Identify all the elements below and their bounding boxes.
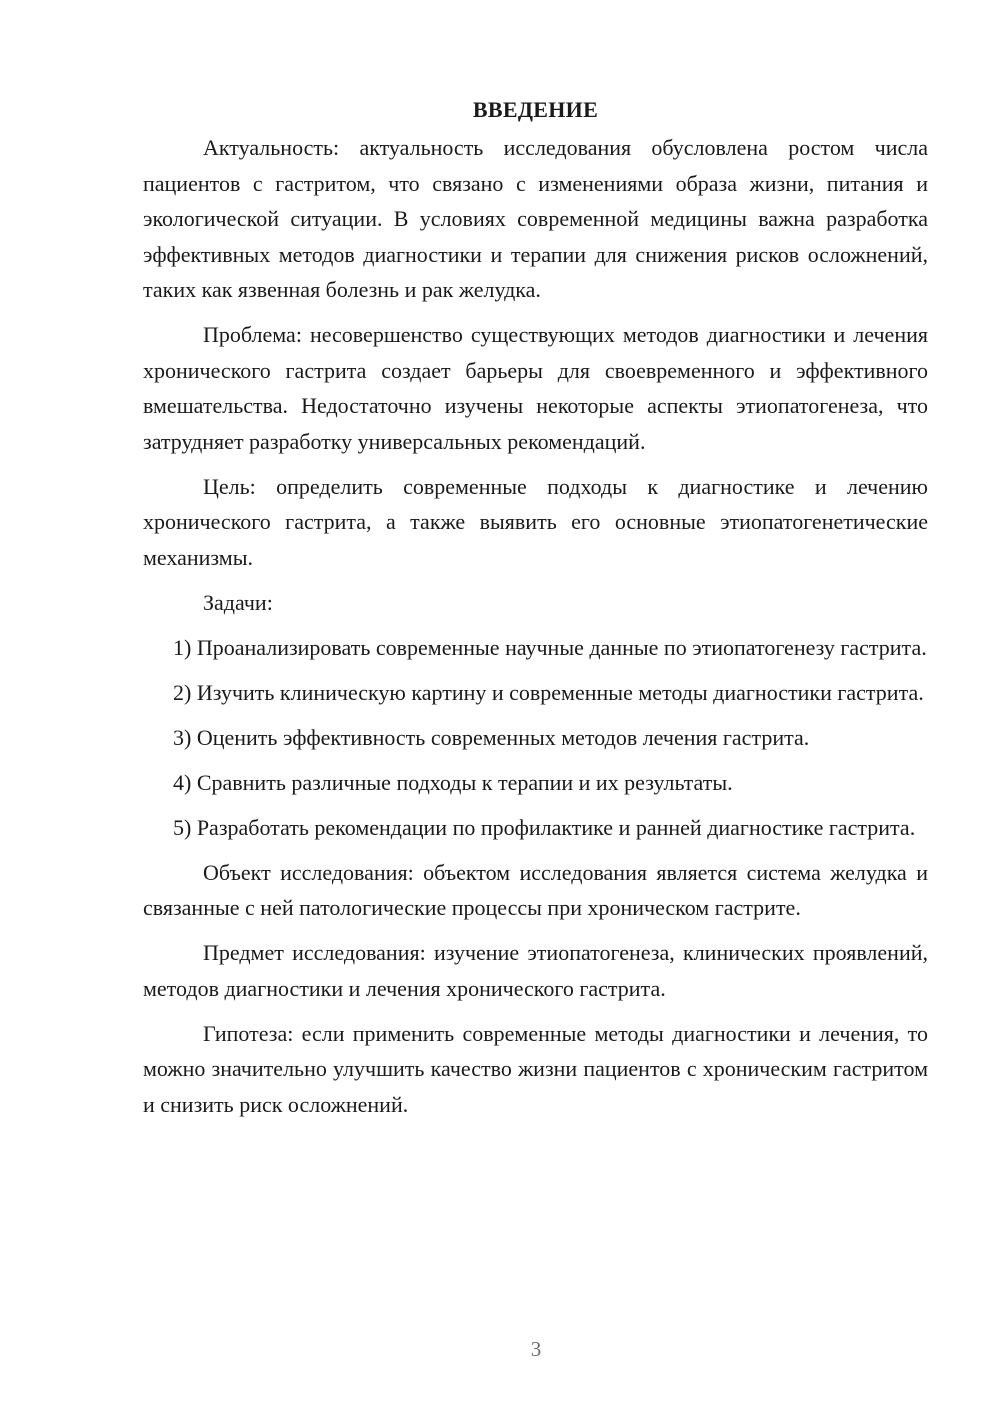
- task-item: 1) Проанализировать современные научные данные по этиопатогенезу гастрита.: [173, 634, 927, 660]
- task-item: 4) Сравнить различные подходы к терапии и их результаты.: [173, 769, 733, 795]
- goal-paragraph: Цель: определить современные подходы к диагностике и лечению хронического гастрита, а также выявить его основные этиопатогенетические механизмы.: [143, 473, 928, 570]
- task-item: 3) Оценить эффективность современных методов лечения гастрита.: [173, 724, 810, 750]
- page-number: 3: [530, 1337, 542, 1361]
- task-item: 2) Изучить клиническую картину и современные методы диагностики гастрита.: [173, 679, 924, 705]
- object-paragraph: Объект исследования: объектом исследования является система желудка и связанные с ней патологические процессы при хроническом гастрите.: [143, 859, 928, 920]
- document-page: [143, 92, 928, 1122]
- problem-paragraph: Проблема: несовершенство существующих методов диагностики и лечения хронического гастрита создает барьеры для своевременного и эффективного вмешательства. Недостаточно изучены некоторые аспекты этиопатогенеза, что затрудняет разработку универсальных рекомендаций.: [143, 322, 928, 454]
- relevance-paragraph: Актуальность: актуальность исследования обусловлена ростом числа пациентов с гастритом, что связано с изменениями образа жизни, питания и экологической ситуации. В условиях современной медицины важна разработка эффективных методов диагностики и терапии для снижения рисков осложнений, таких как язвенная болезнь и рак желудка.: [143, 135, 928, 302]
- tasks-label: Задачи:: [203, 589, 273, 615]
- task-item: 5) Разработать рекомендации по профилактике и ранней диагностике гастрита.: [173, 814, 916, 840]
- section-heading: ВВЕДЕНИЕ: [472, 97, 599, 122]
- hypothesis-paragraph: Гипотеза: если применить современные методы диагностики и лечения, то можно значительно улучшить качество жизни пациентов с хроническим гастритом и снизить риск осложнений.: [143, 1020, 928, 1117]
- subject-paragraph: Предмет исследования: изучение этиопатогенеза, клинических проявлений, методов диагностики и лечения хронического гастрита.: [143, 940, 928, 1001]
